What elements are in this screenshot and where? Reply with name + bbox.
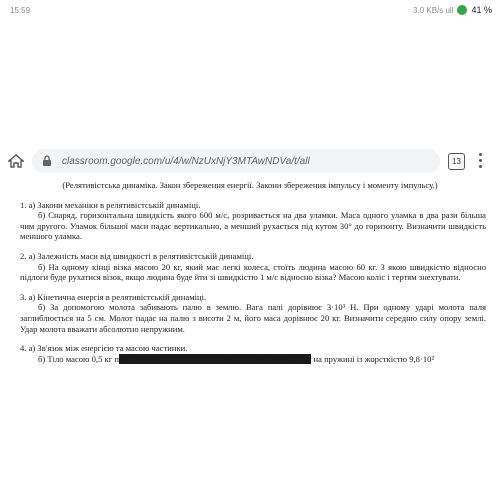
url-text: classroom.google.com/u/4/w/NzUxNjY3MTAwNDVa/t/all <box>62 155 310 167</box>
menu-icon[interactable] <box>478 153 484 171</box>
network-speed: 3.0 KB/s ull <box>413 5 454 15</box>
q3a: 3. а) Кінетична енергія в релятивістській динаміці. <box>20 291 207 302</box>
doc-heading: (Релятивістська динаміка. Закон збереження енергії. Закони збереження імпульсу і моменту імпульсу.) <box>62 180 438 190</box>
q3b: б) За допомогою молота забивають палю в землю. Вага палі дорівнює 3·10³ Н. При одному ударі молота паля заглиблюється на 5 см. Молот падає на палю з висоти 2 м, його маса дорівнює 20 кг. Визначити середню силу опору землі. Удар молота вважати абсолютно непружним. <box>20 302 486 334</box>
home-icon[interactable] <box>8 154 24 168</box>
q4b <box>0 354 500 365</box>
blank-area <box>0 380 500 500</box>
q4b-start: б) Тіло масою 0,5 кг п <box>38 353 119 364</box>
document-content <box>0 180 500 380</box>
battery-icon <box>457 5 467 15</box>
q4a: 4. а) Зв'язок між енергією та масою частинки. <box>20 343 188 354</box>
q1a: 1. а) Закони механіки в релятивістській динаміці. <box>20 199 201 210</box>
q1b: б) Снаряд, горизонтальна швидкість якого 600 м/с, розривається на два уламки. Маса одного уламка в два рази більша чим другого. Уламок більшої маси падає вертикально, а менший рухається під кутом 30° до горизонту. Визначити швидкість меншого уламка. <box>20 210 486 242</box>
lock-icon <box>42 155 52 167</box>
q2b: б) На одному кінці візка масою 20 кг, який має легкі колеса, стоїть людина масою 60 кг. З якою швидкістю відносно підлоги буде рухатися візок, якщо людина буде йти зі швидкістю 1 м/с відносно візка? Масою коліс і тертям знехтувати. <box>20 261 486 283</box>
redaction-bar: адає з деякої висоти на плиту масою 1 кг, закріплену <box>118 353 312 364</box>
browser-toolbar <box>0 142 500 180</box>
tab-switcher-button[interactable]: 13 <box>448 153 465 170</box>
status-bar <box>0 0 500 22</box>
battery-level: 41 % <box>471 5 492 15</box>
status-time: 15:59 <box>10 6 31 15</box>
status-indicators <box>413 5 492 15</box>
address-bar[interactable] <box>32 149 440 173</box>
q2a: 2. а) Залежність маси від швидкості в релятивістській динаміці. <box>20 250 254 261</box>
q4b-end: на пружині із жорсткістю 9,8·10² <box>311 353 435 364</box>
